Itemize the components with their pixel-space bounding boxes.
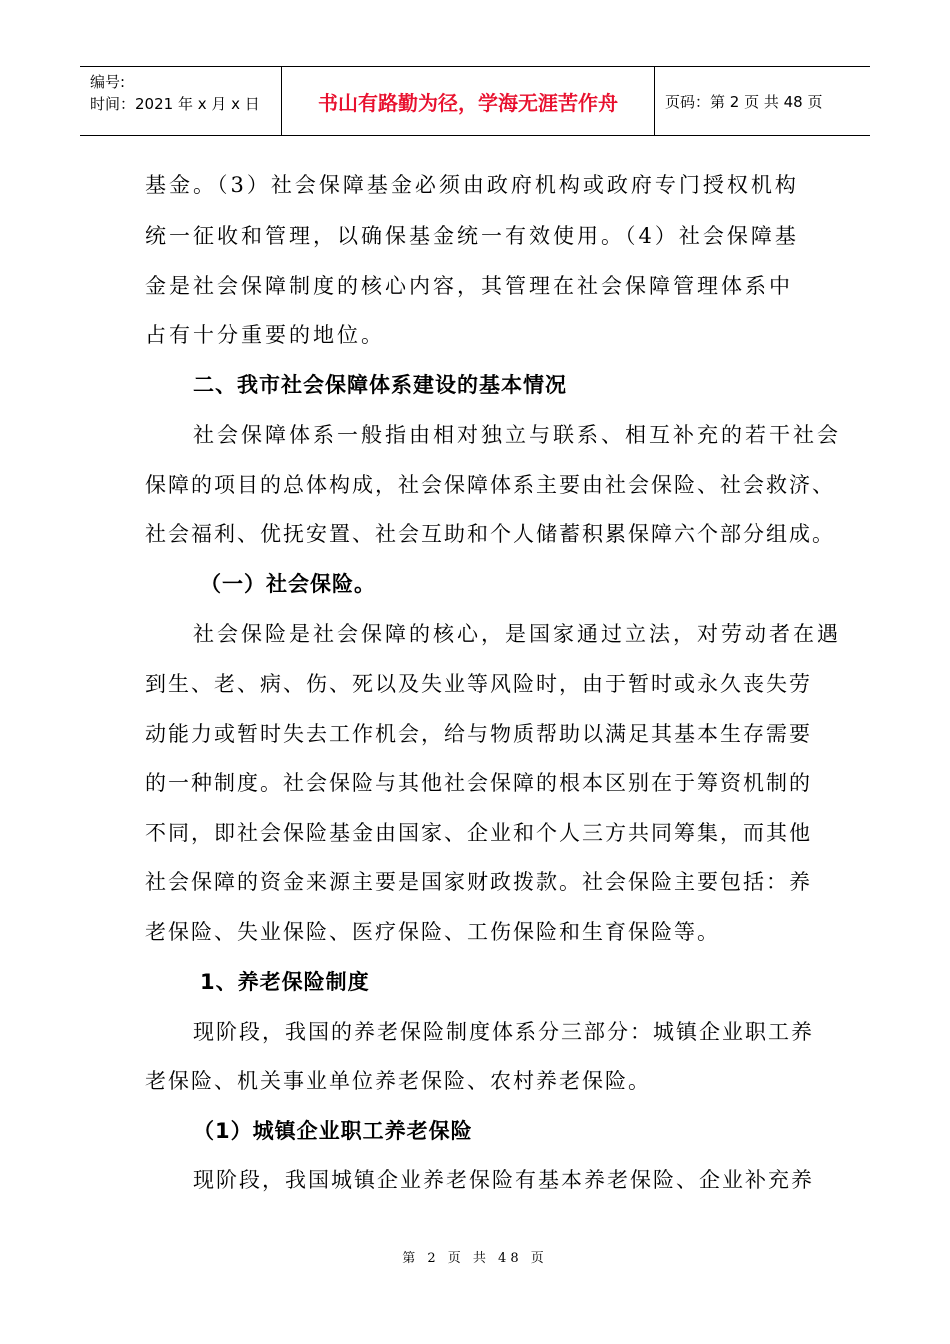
- page-header: [80, 66, 870, 136]
- body-line: 的一种制度。社会保险与其他社会保障的根本区别在于筹资机制的: [145, 771, 812, 795]
- subsection-heading: （一）社会保险。: [200, 572, 376, 596]
- body-line: 占有十分重要的地位。: [145, 323, 385, 347]
- doc-date: 时间：2021 年 x 月 x 日: [90, 95, 260, 113]
- body-line: 到生、老、病、伤、死以及失业等风险时，由于暂时或永久丧失劳: [145, 672, 812, 696]
- header-page-info: 页码：第 2 页 共 48 页: [665, 92, 823, 111]
- body-line: 老保险、失业保险、医疗保险、工伤保险和生育保险等。: [145, 920, 720, 944]
- body-line: 保障的项目的总体构成，社会保障体系主要由社会保险、社会救济、: [145, 473, 835, 497]
- body-line: 现阶段，我国城镇企业养老保险有基本养老保险、企业补充养: [193, 1168, 814, 1192]
- subsection-heading: （1）城镇企业职工养老保险: [193, 1119, 473, 1143]
- body-line: 现阶段，我国的养老保险制度体系分三部分：城镇企业职工养: [193, 1020, 814, 1044]
- body-line: 社会保障体系一般指由相对独立与联系、相互补充的若干社会: [193, 423, 841, 447]
- body-line: 社会保障的资金来源主要是国家财政拨款。社会保险主要包括：养: [145, 870, 812, 894]
- body-line: 不同，即社会保险基金由国家、企业和个人三方共同筹集，而其他: [145, 821, 812, 845]
- body-line: 老保险、机关事业单位养老保险、农村养老保险。: [145, 1069, 651, 1093]
- body-line: 金是社会保障制度的核心内容，其管理在社会保障管理体系中: [145, 274, 793, 298]
- body-line: 动能力或暂时失去工作机会，给与物质帮助以满足其基本生存需要: [145, 722, 812, 746]
- doc-number-label: 编号:: [90, 73, 126, 91]
- body-line: 社会福利、优抚安置、社会互助和个人储蓄积累保障六个部分组成。: [145, 522, 835, 546]
- subsection-heading: 1、养老保险制度: [200, 970, 370, 994]
- header-meta: [80, 67, 282, 135]
- body-line: 社会保险是社会保障的核心，是国家通过立法，对劳动者在遇: [193, 622, 841, 646]
- body-line: 统一征收和管理，以确保基金统一有效使用。（4）社会保障基: [145, 224, 799, 248]
- page-footer: 第 2 页 共 48 页: [402, 1251, 548, 1266]
- body-line: 基金。（3）社会保障基金必须由政府机构或政府专门授权机构: [145, 173, 799, 197]
- header-motto: 书山有路勤为径，学海无涯苦作舟: [282, 67, 655, 135]
- section-heading: 二、我市社会保障体系建设的基本情况: [193, 373, 567, 397]
